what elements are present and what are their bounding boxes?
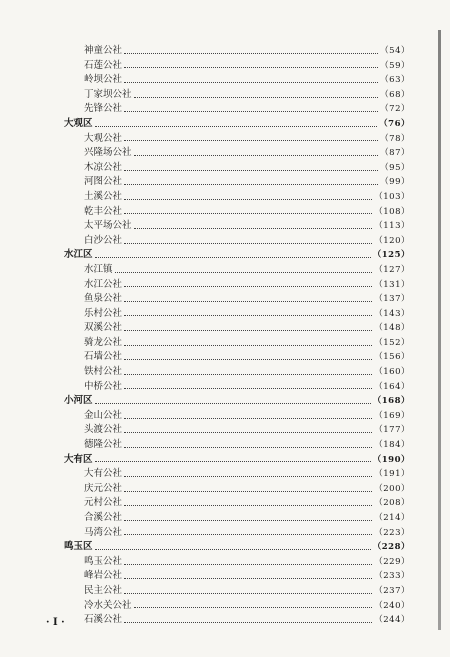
toc-page-number: （113）	[374, 221, 410, 232]
toc-entry-name: 丁家坝公社	[84, 88, 132, 100]
toc-district-row	[64, 248, 410, 263]
toc-entry-name: 鸣玉公社	[84, 555, 123, 567]
toc-commune-row	[64, 292, 410, 307]
toc-commune-row	[64, 175, 410, 190]
toc-commune-row	[64, 132, 410, 147]
toc-commune-row	[64, 482, 410, 497]
toc-page-number: （72）	[380, 104, 410, 115]
toc-commune-row	[64, 569, 410, 584]
toc-commune-row	[64, 438, 410, 453]
toc-entry-name: 双溪公社	[84, 322, 123, 334]
dot-leader	[115, 272, 373, 273]
toc-entry-name: 土溪公社	[84, 190, 123, 202]
toc-entry-name: 水江镇	[84, 263, 113, 275]
toc-entry-name: 骑龙公社	[84, 336, 123, 348]
dot-leader	[124, 432, 372, 433]
toc-page-number: （190）	[372, 454, 410, 465]
toc-commune-row	[64, 365, 410, 380]
toc-page-number: （168）	[372, 396, 410, 407]
toc-page-number: （169）	[374, 410, 410, 421]
toc-page-number: （87）	[380, 148, 410, 159]
toc-page-number: （95）	[380, 162, 410, 173]
toc-page-number: （59）	[380, 60, 410, 71]
toc-page-number: （148）	[374, 323, 410, 334]
toc-entry-name: 大观区	[64, 117, 93, 129]
dot-leader	[124, 505, 372, 506]
dot-leader	[124, 418, 372, 419]
dot-leader	[124, 564, 372, 565]
dot-leader	[124, 67, 378, 68]
toc-district-row	[64, 453, 410, 468]
toc-entry-name: 岭坝公社	[84, 74, 123, 86]
toc-page-number: （229）	[374, 556, 410, 567]
toc-page-number: （233）	[374, 571, 410, 582]
toc-entry-name: 乐村公社	[84, 307, 123, 319]
toc-entry-name: 德隆公社	[84, 439, 123, 451]
toc-district-row	[64, 117, 410, 132]
toc-page-number: （68）	[380, 89, 410, 100]
toc-entry-name: 水江区	[64, 249, 93, 261]
toc-page-number: （228）	[372, 542, 410, 553]
dot-leader	[124, 170, 378, 171]
toc-page-number: （127）	[374, 264, 410, 275]
toc-entry-name: 白沙公社	[84, 234, 123, 246]
toc-entry-name: 大有公社	[84, 468, 123, 480]
toc-entry-name: 大观公社	[84, 132, 123, 144]
dot-leader	[124, 491, 372, 492]
toc-commune-row	[64, 496, 410, 511]
toc-entry-name: 石溪公社	[84, 614, 123, 626]
toc-entry-name: 太平场公社	[84, 220, 132, 232]
toc-entry-name: 大有区	[64, 453, 93, 465]
toc-commune-row	[64, 613, 410, 628]
toc-page-number: （120）	[374, 235, 410, 246]
toc-page-number: （108）	[374, 206, 410, 217]
toc-commune-row	[64, 467, 410, 482]
dot-leader	[95, 257, 371, 258]
toc-page-number: （160）	[374, 367, 410, 378]
toc-commune-row	[64, 409, 410, 424]
toc-commune-row	[64, 146, 410, 161]
toc-page-number: （214）	[374, 513, 410, 523]
toc-page-number: （131）	[374, 279, 410, 290]
toc-commune-row	[64, 599, 410, 614]
toc-commune-row	[64, 321, 410, 336]
dot-leader	[124, 578, 372, 579]
dot-leader	[124, 330, 372, 331]
toc-page-number: （125）	[372, 250, 410, 261]
dot-leader	[124, 243, 372, 244]
dot-leader	[124, 82, 378, 83]
dot-leader	[124, 374, 372, 375]
dot-leader	[124, 301, 372, 302]
toc-district-row	[64, 540, 410, 555]
toc-page-number: （63）	[380, 75, 410, 86]
dot-leader	[124, 622, 372, 623]
dot-leader	[95, 403, 371, 404]
dot-leader	[124, 111, 378, 112]
dot-leader	[124, 345, 372, 346]
toc-commune-row	[64, 205, 410, 220]
toc-entry-name: 庆元公社	[84, 482, 123, 494]
toc-entry-name: 河图公社	[84, 176, 123, 188]
dot-leader	[124, 476, 372, 477]
toc-page-number: （191）	[374, 469, 410, 480]
toc-commune-row	[64, 584, 410, 599]
toc-entry-name: 先锋公社	[84, 103, 123, 115]
toc-page-number: （143）	[374, 308, 410, 319]
dot-leader	[124, 593, 372, 594]
toc-entry-name: 峰岩公社	[84, 570, 123, 582]
dot-leader	[95, 549, 371, 550]
dot-leader	[124, 213, 372, 214]
toc-page-number: （177）	[374, 425, 410, 436]
toc-entry-name: 马湾公社	[84, 526, 123, 538]
dot-leader	[124, 520, 372, 521]
dot-leader	[124, 199, 372, 200]
toc-commune-row	[64, 555, 410, 570]
toc-commune-row	[64, 350, 410, 365]
toc-page-number: （76）	[379, 118, 410, 129]
dot-leader	[124, 359, 372, 360]
toc-entry-name: 神童公社	[84, 45, 123, 56]
dot-leader	[134, 228, 373, 229]
dot-leader	[124, 534, 372, 535]
toc-commune-row	[64, 190, 410, 205]
dot-leader	[124, 447, 372, 448]
dot-leader	[124, 286, 372, 287]
toc-entry-name: 头渡公社	[84, 424, 123, 436]
toc-commune-row	[64, 234, 410, 249]
toc-commune-row	[64, 102, 410, 117]
toc-entry-name: 元村公社	[84, 497, 123, 509]
toc-page-number: （164）	[374, 381, 410, 392]
page-edge-shadow	[438, 30, 441, 630]
toc-commune-row	[64, 511, 410, 526]
toc-entry-name: 石墙公社	[84, 351, 123, 363]
toc-commune-row	[64, 526, 410, 541]
toc-entry-name: 水江公社	[84, 278, 123, 290]
toc-commune-row	[64, 336, 410, 351]
toc-district-row	[64, 394, 410, 409]
dot-leader	[124, 184, 378, 185]
dot-leader	[134, 97, 379, 98]
toc-page-number: （208）	[374, 498, 410, 509]
toc-entry-name: 乾丰公社	[84, 205, 123, 217]
toc-entry-name: 兴隆场公社	[84, 147, 132, 159]
toc-commune-row	[64, 278, 410, 293]
toc-entry-name: 石莲公社	[84, 59, 123, 71]
toc-page-number: （54）	[380, 46, 410, 56]
toc-commune-row	[64, 161, 410, 176]
page-number-footer: · I ·	[46, 617, 65, 628]
toc-page-number: （184）	[374, 440, 410, 451]
toc-page-number: （237）	[374, 585, 410, 596]
table-of-contents	[64, 44, 410, 628]
toc-commune-row	[64, 44, 410, 59]
toc-page-number: （103）	[374, 191, 410, 202]
toc-commune-row	[64, 73, 410, 88]
toc-entry-name: 合溪公社	[84, 512, 123, 523]
toc-page-number: （244）	[374, 615, 410, 626]
toc-page-number: （152）	[374, 337, 410, 348]
toc-entry-name: 金山公社	[84, 409, 123, 421]
toc-page-number: （78）	[380, 133, 410, 144]
dot-leader	[124, 315, 372, 316]
toc-page-number: （99）	[380, 177, 410, 188]
toc-page-number: （200）	[374, 483, 410, 494]
toc-entry-name: 冷水关公社	[84, 599, 132, 611]
dot-leader	[134, 155, 379, 156]
dot-leader	[95, 126, 378, 127]
toc-page-number: （137）	[374, 294, 410, 305]
toc-commune-row	[64, 380, 410, 395]
dot-leader	[95, 461, 371, 462]
toc-entry-name: 鸣玉区	[64, 541, 93, 553]
dot-leader	[124, 388, 372, 389]
toc-commune-row	[64, 423, 410, 438]
toc-page-number: （223）	[374, 527, 410, 538]
toc-page-number: （240）	[374, 600, 410, 611]
toc-entry-name: 铁村公社	[84, 366, 123, 378]
toc-page-number: （156）	[374, 352, 410, 363]
dot-leader	[124, 140, 378, 141]
toc-commune-row	[64, 219, 410, 234]
toc-entry-name: 中桥公社	[84, 380, 123, 392]
toc-entry-name: 木凉公社	[84, 161, 123, 173]
toc-commune-row	[64, 59, 410, 74]
toc-entry-name: 民主公社	[84, 584, 123, 596]
toc-entry-name: 鱼泉公社	[84, 293, 123, 305]
toc-entry-name: 小河区	[64, 395, 93, 407]
dot-leader	[124, 53, 378, 54]
toc-commune-row	[64, 307, 410, 322]
toc-commune-row	[64, 88, 410, 103]
toc-commune-row	[64, 263, 410, 278]
dot-leader	[134, 607, 373, 608]
